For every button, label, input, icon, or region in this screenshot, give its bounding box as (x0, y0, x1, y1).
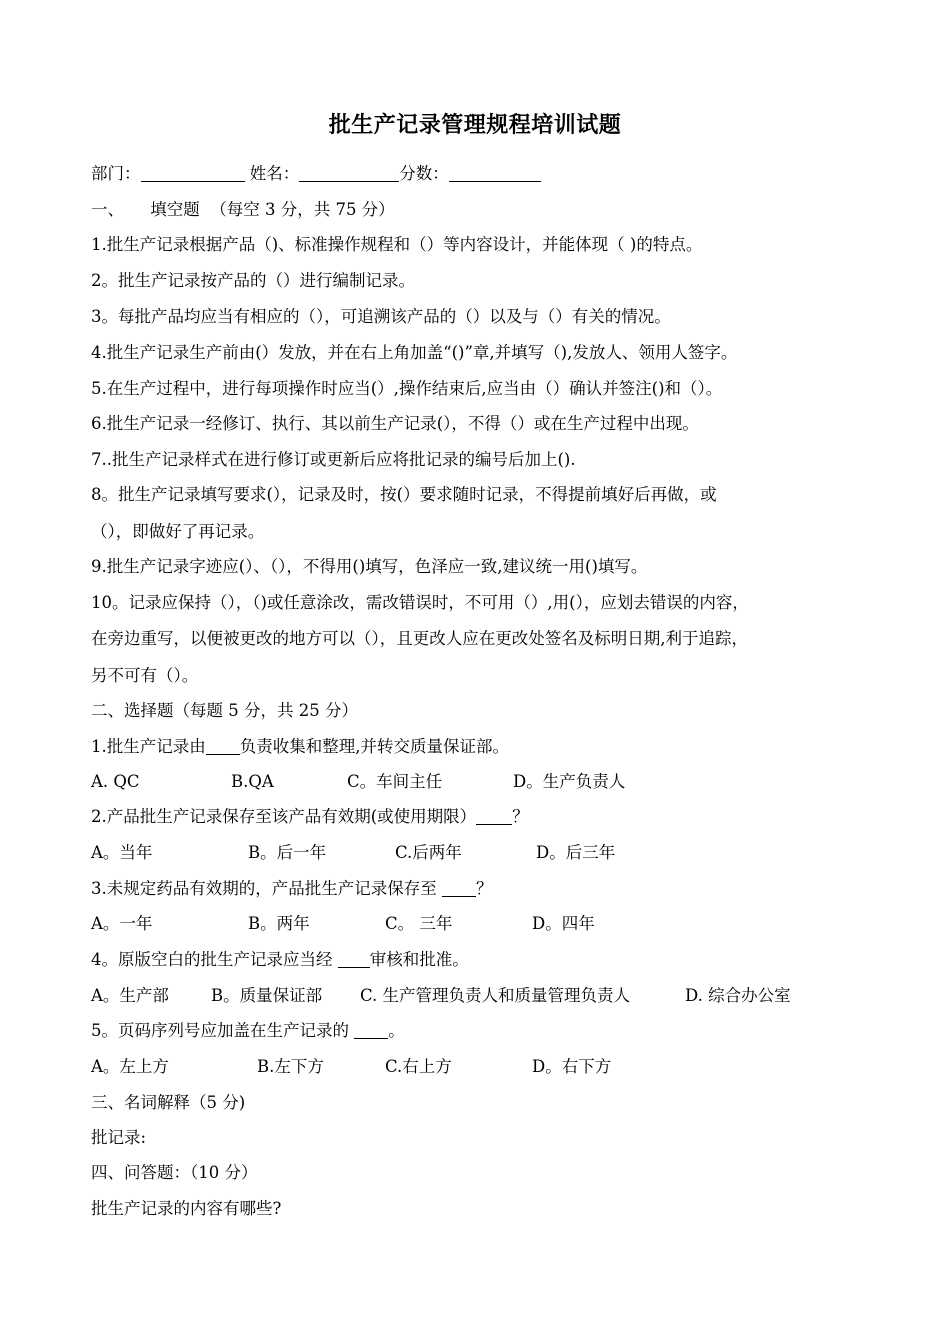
term-definition-item: 批记录: (91, 1128, 147, 1147)
fill-question-8-line1: 8。批生产记录填写要求(），记录及时，按(）要求随时记录，不得提前填好后再做，或 (91, 485, 717, 504)
dept-label: 部门： (91, 164, 141, 183)
option-c[interactable]: C。车间主任 (347, 772, 443, 791)
fill-question-5: 5.在生产过程中，进行每项操作时应当(）,操作结束后,应当由（）确认并签注()和（）。 (91, 379, 723, 398)
fill-question-10-line1: 10。记录应保持（），（)或任意涂改，需改错误时，不可用（）,用(），应划去错误的内容， (91, 593, 749, 612)
option-d[interactable]: D。四年 (532, 914, 595, 933)
option-c[interactable]: C.后两年 (395, 843, 462, 862)
choice-question-5-blank[interactable] (354, 1020, 388, 1039)
choice-question-3 (91, 878, 881, 900)
option-a[interactable]: A. QC (91, 772, 140, 791)
option-a[interactable]: A。当年 (91, 843, 153, 862)
choice-question-1-blank[interactable] (206, 736, 240, 755)
option-b[interactable]: B。质量保证部 (211, 986, 323, 1005)
option-a[interactable]: A。一年 (91, 914, 153, 933)
option-d[interactable]: D。生产负责人 (513, 772, 626, 791)
fill-question-9: 9.批生产记录字迹应(）、（），不得用()填写，色泽应一致,建议统一用()填写。 (91, 557, 648, 576)
header-fields (91, 163, 881, 185)
choice-question-3-text: 3.未规定药品有效期的，产品批生产记录保存至 (91, 879, 442, 898)
option-c[interactable]: C. 生产管理负责人和质量管理负责人 (360, 986, 631, 1005)
section3-heading: 三、名词解释（5 分) (91, 1093, 246, 1112)
document-title: 批生产记录管理规程培训试题 (328, 112, 622, 138)
fill-question-10-line3: 另不可有（）。 (91, 666, 199, 685)
choice-question-2-text: 2.产品批生产记录保存至该产品有效期(或使用期限） (91, 807, 477, 826)
fill-question-6: 6.批生产记录一经修订、执行、其以前生产记录(），不得（）或在生产过程中出现。 (91, 414, 699, 433)
choice-question-4 (91, 949, 881, 971)
option-b[interactable]: B.左下方 (257, 1057, 324, 1076)
option-c[interactable]: C。 三年 (385, 914, 453, 933)
essay-question: 批生产记录的内容有哪些? (91, 1199, 282, 1218)
choice-question-5-text-end: 。 (388, 1021, 405, 1040)
option-d[interactable]: D。右下方 (532, 1057, 612, 1076)
fill-question-7: 7..批生产记录样式在进行修订或更新后应将批记录的编号后加上(). (91, 450, 576, 469)
option-d[interactable]: D。后三年 (536, 843, 616, 862)
fill-question-10-line2: 在旁边重写，以便被更改的地方可以（），且更改人应在更改处签名及标明日期,利于追踪， (91, 629, 748, 648)
fill-question-2: 2。批生产记录按产品的（）进行编制记录。 (91, 271, 415, 290)
choice-question-2-text-end: ？ (512, 807, 529, 826)
choice-question-1-text: 1.批生产记录由 (91, 737, 206, 756)
score-label: 分数： (399, 164, 449, 183)
option-a[interactable]: A。左上方 (91, 1057, 169, 1076)
dept-blank[interactable] (141, 163, 245, 182)
choice-question-5-text: 5。页码序列号应加盖在生产记录的 (91, 1021, 355, 1040)
choice-question-1-text-end: 负责收集和整理,并转交质量保证部。 (239, 737, 509, 756)
name-blank[interactable] (299, 163, 399, 182)
option-d[interactable]: D. 综合办公室 (685, 986, 791, 1005)
fill-question-8-line2: （），即做好了再记录。 (91, 522, 265, 541)
name-label: 姓名： (249, 164, 300, 183)
choice-question-4-text-end: 审核和批准。 (369, 950, 469, 969)
fill-question-3: 3。每批产品均应当有相应的（），可追溯该产品的（）以及与（）有关的情况。 (91, 307, 671, 326)
choice-question-4-blank[interactable] (338, 949, 370, 968)
choice-question-2 (91, 806, 881, 828)
option-c[interactable]: C.右上方 (385, 1057, 452, 1076)
choice-question-3-blank[interactable] (442, 878, 476, 897)
choice-question-4-text: 4。原版空白的批生产记录应当经 (91, 950, 338, 969)
section1-heading: 一、 填空题 （每空 3 分，共 75 分） (91, 200, 395, 219)
option-a[interactable]: A。生产部 (91, 986, 169, 1005)
section4-heading: 四、问答题：（10 分） (91, 1163, 258, 1182)
option-b[interactable]: B。两年 (248, 914, 310, 933)
choice-question-3-text-end: ？ (476, 879, 493, 898)
option-b[interactable]: B。后一年 (248, 843, 327, 862)
choice-question-1 (91, 736, 881, 758)
section2-heading: 二、选择题（每题 5 分，共 25 分） (91, 701, 358, 720)
fill-question-1: 1.批生产记录根据产品（)、标准操作规程和（）等内容设计，并能体现（ )的特点。 (91, 235, 703, 254)
fill-question-4: 4.批生产记录生产前由(）发放，并在右上角加盖“()”章,并填写（),发放人、领用人签字。 (91, 343, 738, 362)
choice-question-5 (91, 1020, 881, 1042)
choice-question-2-blank[interactable] (476, 806, 512, 825)
score-blank[interactable] (449, 163, 541, 182)
option-b[interactable]: B.QA (231, 772, 274, 791)
